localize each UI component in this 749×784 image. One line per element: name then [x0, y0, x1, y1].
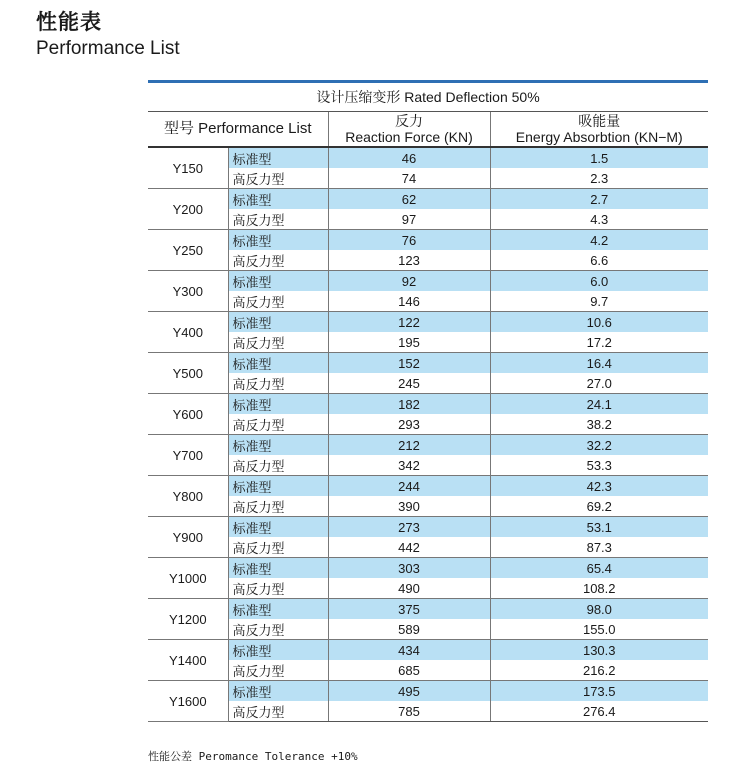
reaction-force-cell: 273: [328, 517, 490, 538]
energy-absorption-cell: 6.6: [490, 250, 708, 271]
table-row-high-reaction: [148, 660, 708, 681]
type-cell-high-reaction: 高反力型: [228, 250, 328, 271]
table-header-row-columns: [148, 112, 708, 148]
energy-absorption-cell: 16.4: [490, 353, 708, 374]
reaction-force-cell: 303: [328, 558, 490, 579]
table-row-standard: [148, 435, 708, 456]
tolerance-footnote: 性能公差 Peromance Tolerance +10%: [148, 750, 358, 763]
table-row-high-reaction: [148, 332, 708, 353]
reaction-force-cell: 97: [328, 209, 490, 230]
performance-table: [148, 83, 708, 722]
table-row-high-reaction: [148, 619, 708, 640]
model-cell: Y700: [148, 435, 228, 476]
reaction-force-cell: 146: [328, 291, 490, 312]
reaction-force-cell: 195: [328, 332, 490, 353]
table-row-standard: [148, 681, 708, 702]
table-row-high-reaction: [148, 537, 708, 558]
type-cell-standard: 标准型: [228, 640, 328, 661]
model-cell: Y250: [148, 230, 228, 271]
type-cell-high-reaction: 高反力型: [228, 660, 328, 681]
energy-absorption-cell: 276.4: [490, 701, 708, 722]
energy-absorption-cell: 9.7: [490, 291, 708, 312]
energy-absorption-cell: 24.1: [490, 394, 708, 415]
energy-absorption-cell: 130.3: [490, 640, 708, 661]
table-row-high-reaction: [148, 209, 708, 230]
type-cell-high-reaction: 高反力型: [228, 373, 328, 394]
reaction-force-cell: 390: [328, 496, 490, 517]
energy-absorption-cell: 65.4: [490, 558, 708, 579]
energy-absorption-cell: 10.6: [490, 312, 708, 333]
type-cell-standard: 标准型: [228, 435, 328, 456]
type-cell-high-reaction: 高反力型: [228, 537, 328, 558]
reaction-force-cell: 685: [328, 660, 490, 681]
header-energy-absorption-cn: 吸能量: [578, 113, 621, 129]
table-header-row-main: [148, 83, 708, 112]
reaction-force-cell: 245: [328, 373, 490, 394]
reaction-force-cell: 76: [328, 230, 490, 251]
table-row-standard: [148, 189, 708, 210]
energy-absorption-cell: 155.0: [490, 619, 708, 640]
table-row-high-reaction: [148, 373, 708, 394]
type-cell-standard: 标准型: [228, 353, 328, 374]
energy-absorption-cell: 173.5: [490, 681, 708, 702]
header-energy-absorption-en: Energy Absorbtion (KN−M): [515, 129, 683, 145]
type-cell-standard: 标准型: [228, 312, 328, 333]
model-cell: Y1400: [148, 640, 228, 681]
table-row-standard: [148, 558, 708, 579]
reaction-force-cell: 490: [328, 578, 490, 599]
reaction-force-cell: 182: [328, 394, 490, 415]
model-cell: Y1200: [148, 599, 228, 640]
header-energy-absorption: [490, 112, 708, 148]
reaction-force-cell: 442: [328, 537, 490, 558]
header-reaction-force-en: Reaction Force (KN): [345, 129, 473, 145]
type-cell-high-reaction: 高反力型: [228, 168, 328, 189]
type-cell-standard: 标准型: [228, 394, 328, 415]
reaction-force-cell: 123: [328, 250, 490, 271]
reaction-force-cell: 589: [328, 619, 490, 640]
type-cell-high-reaction: 高反力型: [228, 496, 328, 517]
reaction-force-cell: 92: [328, 271, 490, 292]
type-cell-standard: 标准型: [228, 476, 328, 497]
type-cell-standard: 标准型: [228, 147, 328, 168]
model-cell: Y200: [148, 189, 228, 230]
energy-absorption-cell: 32.2: [490, 435, 708, 456]
energy-absorption-cell: 4.3: [490, 209, 708, 230]
performance-table-container: [148, 80, 708, 722]
energy-absorption-cell: 17.2: [490, 332, 708, 353]
table-row-standard: [148, 230, 708, 251]
reaction-force-cell: 495: [328, 681, 490, 702]
energy-absorption-cell: 53.3: [490, 455, 708, 476]
model-cell: Y300: [148, 271, 228, 312]
model-cell: Y500: [148, 353, 228, 394]
header-rated-deflection: 设计压缩变形 Rated Deflection 50%: [148, 83, 708, 112]
table-body: [148, 147, 708, 722]
type-cell-high-reaction: 高反力型: [228, 701, 328, 722]
table-row-high-reaction: [148, 455, 708, 476]
model-cell: Y1600: [148, 681, 228, 722]
table-row-standard: [148, 353, 708, 374]
type-cell-standard: 标准型: [228, 189, 328, 210]
energy-absorption-cell: 87.3: [490, 537, 708, 558]
table-row-high-reaction: [148, 250, 708, 271]
reaction-force-cell: 434: [328, 640, 490, 661]
energy-absorption-cell: 2.7: [490, 189, 708, 210]
reaction-force-cell: 74: [328, 168, 490, 189]
model-cell: Y900: [148, 517, 228, 558]
model-cell: Y800: [148, 476, 228, 517]
page-title-en: Performance List: [36, 38, 180, 59]
energy-absorption-cell: 216.2: [490, 660, 708, 681]
reaction-force-cell: 46: [328, 147, 490, 168]
table-row-high-reaction: [148, 168, 708, 189]
table-row-standard: [148, 599, 708, 620]
type-cell-standard: 标准型: [228, 517, 328, 538]
energy-absorption-cell: 6.0: [490, 271, 708, 292]
reaction-force-cell: 293: [328, 414, 490, 435]
table-row-standard: [148, 476, 708, 497]
type-cell-high-reaction: 高反力型: [228, 291, 328, 312]
model-cell: Y400: [148, 312, 228, 353]
reaction-force-cell: 785: [328, 701, 490, 722]
energy-absorption-cell: 27.0: [490, 373, 708, 394]
type-cell-high-reaction: 高反力型: [228, 209, 328, 230]
table-row-high-reaction: [148, 578, 708, 599]
header-model: 型号 Performance List: [148, 112, 328, 148]
header-reaction-force-cn: 反力: [395, 113, 423, 129]
type-cell-standard: 标准型: [228, 681, 328, 702]
table-row-high-reaction: [148, 496, 708, 517]
energy-absorption-cell: 69.2: [490, 496, 708, 517]
energy-absorption-cell: 98.0: [490, 599, 708, 620]
energy-absorption-cell: 42.3: [490, 476, 708, 497]
header-reaction-force: [328, 112, 490, 148]
energy-absorption-cell: 4.2: [490, 230, 708, 251]
reaction-force-cell: 342: [328, 455, 490, 476]
type-cell-standard: 标准型: [228, 271, 328, 292]
table-row-high-reaction: [148, 291, 708, 312]
reaction-force-cell: 212: [328, 435, 490, 456]
energy-absorption-cell: 108.2: [490, 578, 708, 599]
reaction-force-cell: 122: [328, 312, 490, 333]
table-row-high-reaction: [148, 414, 708, 435]
model-cell: Y150: [148, 147, 228, 189]
energy-absorption-cell: 38.2: [490, 414, 708, 435]
type-cell-standard: 标准型: [228, 599, 328, 620]
table-row-standard: [148, 517, 708, 538]
table-row-standard: [148, 312, 708, 333]
reaction-force-cell: 244: [328, 476, 490, 497]
table-row-standard: [148, 394, 708, 415]
energy-absorption-cell: 1.5: [490, 147, 708, 168]
type-cell-high-reaction: 高反力型: [228, 619, 328, 640]
table-row-standard: [148, 147, 708, 168]
type-cell-high-reaction: 高反力型: [228, 578, 328, 599]
page-title-cn: 性能表: [36, 10, 102, 34]
table-row-high-reaction: [148, 701, 708, 722]
table-row-standard: [148, 271, 708, 292]
reaction-force-cell: 152: [328, 353, 490, 374]
table-row-standard: [148, 640, 708, 661]
type-cell-high-reaction: 高反力型: [228, 414, 328, 435]
type-cell-high-reaction: 高反力型: [228, 332, 328, 353]
model-cell: Y600: [148, 394, 228, 435]
reaction-force-cell: 375: [328, 599, 490, 620]
reaction-force-cell: 62: [328, 189, 490, 210]
type-cell-standard: 标准型: [228, 558, 328, 579]
energy-absorption-cell: 2.3: [490, 168, 708, 189]
energy-absorption-cell: 53.1: [490, 517, 708, 538]
model-cell: Y1000: [148, 558, 228, 599]
type-cell-high-reaction: 高反力型: [228, 455, 328, 476]
type-cell-standard: 标准型: [228, 230, 328, 251]
